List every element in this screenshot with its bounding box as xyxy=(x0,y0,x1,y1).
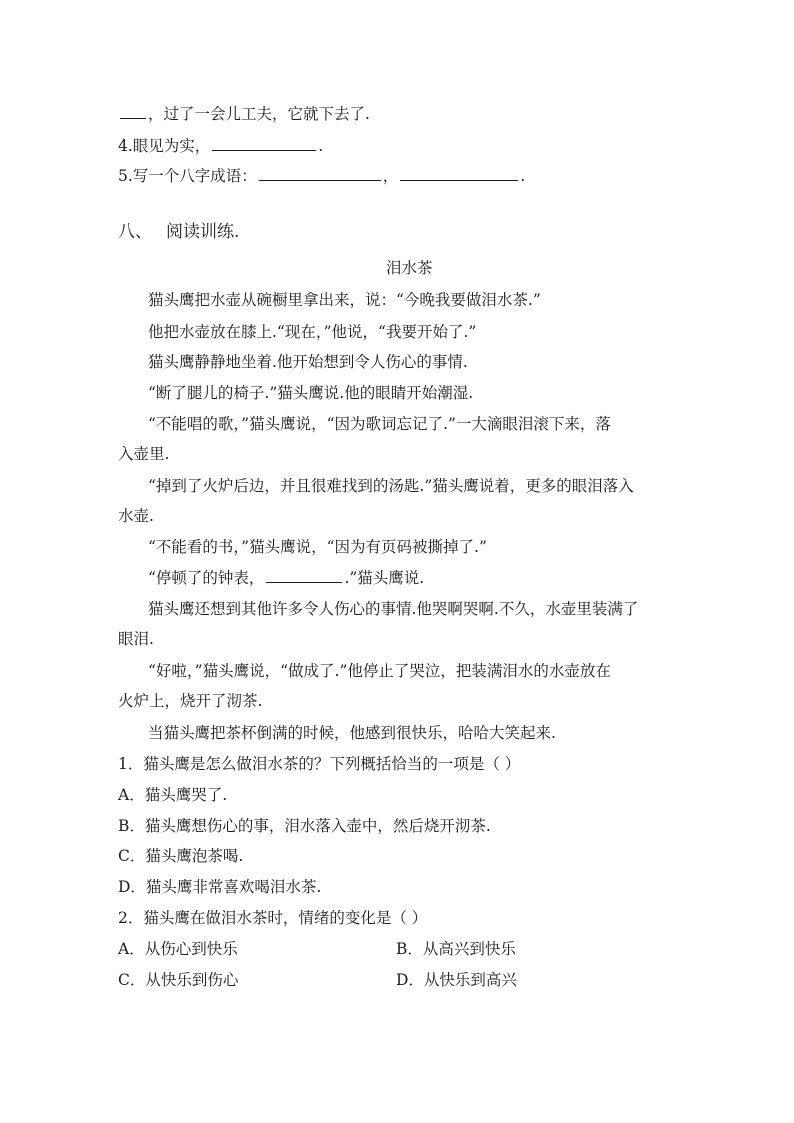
passage-paragraph: 他把水壶放在膝上.“现在，”他说，“我要开始了.” xyxy=(148,323,477,341)
item-4-suffix: . xyxy=(318,137,324,155)
fill-in-line-3 xyxy=(118,104,370,124)
passage-paragraph: 猫头鹰静静地坐着.他开始想到令人伤心的事情. xyxy=(148,353,468,371)
passage-paragraph: “不能看的书，”猫头鹰说，“因为有页码被撕掉了.” xyxy=(148,538,487,556)
item-5-separator: ， xyxy=(382,167,399,185)
section-title: 阅读训练. xyxy=(166,222,240,242)
passage-paragraph-cont: 眼泪. xyxy=(118,630,154,648)
q1-option-c[interactable]: C．猫头鹰泡茶喝. xyxy=(118,847,244,865)
q2-option-c[interactable]: C．从快乐到伤心 xyxy=(118,971,239,989)
passage-paragraph: 猫头鹰把水壶从碗橱里拿出来，说：“今晚我要做泪水茶.” xyxy=(148,291,541,309)
section-number: 八、 xyxy=(118,222,152,242)
p8-suffix: .”猫头鹰说. xyxy=(344,569,425,587)
answer-blank[interactable] xyxy=(266,568,342,583)
passage-paragraph: “好啦，”猫头鹰说，“做成了.”他停止了哭泣，把装满泪水的水壶放在 xyxy=(148,662,611,680)
q1-option-b[interactable]: B．猫头鹰想伤心的事，泪水落入壶中，然后烧开沏茶. xyxy=(118,817,491,835)
item-4-prefix: 4.眼见为实， xyxy=(118,137,211,155)
section-heading xyxy=(118,222,239,242)
passage-paragraph: 猫头鹰还想到其他许多令人伤心的事情.他哭啊哭啊.不久，水壶里装满了 xyxy=(148,600,639,618)
passage-paragraph-blank xyxy=(148,568,424,588)
question-1: 1．猫头鹰是怎么做泪水茶的？下列概括恰当的一项是（ ） xyxy=(118,755,521,773)
answer-blank[interactable] xyxy=(400,166,518,181)
fill-in-text: ，过了一会儿工夫，它就下去了. xyxy=(148,105,370,123)
answer-blank[interactable] xyxy=(120,104,146,119)
item-5-prefix: 5.写一个八字成语： xyxy=(118,167,257,185)
passage-paragraph: “断了腿儿的椅子.”猫头鹰说.他的眼睛开始潮湿. xyxy=(148,384,474,402)
q1-option-a[interactable]: A．猫头鹰哭了. xyxy=(118,786,228,804)
q2-option-b[interactable]: B．从高兴到快乐 xyxy=(396,940,516,958)
passage-paragraph: “掉到了火炉后边，并且很难找到的汤匙.”猫头鹰说着，更多的眼泪落入 xyxy=(148,477,634,495)
question-2: 2．猫头鹰在做泪水茶时，情绪的变化是（ ） xyxy=(118,909,428,927)
q2-option-a[interactable]: A．从伤心到快乐 xyxy=(118,940,238,958)
p8-prefix: “停顿了的钟表， xyxy=(148,569,265,587)
q2-option-d[interactable]: D．从快乐到高兴 xyxy=(396,971,517,989)
passage-title: 泪水茶 xyxy=(386,259,433,277)
answer-blank[interactable] xyxy=(259,166,381,181)
item-5-suffix: . xyxy=(520,167,526,185)
answer-blank[interactable] xyxy=(212,136,316,151)
passage-paragraph-cont: 火炉上，烧开了沏茶. xyxy=(118,692,263,710)
fill-in-item-4 xyxy=(118,136,323,156)
q1-option-d[interactable]: D．猫头鹰非常喜欢喝泪水茶. xyxy=(118,878,322,896)
passage-paragraph-cont: 水壶. xyxy=(118,507,154,525)
passage-paragraph: 当猫头鹰把茶杯倒满的时候，他感到很快乐，哈哈大笑起来. xyxy=(148,724,556,742)
fill-in-item-5 xyxy=(118,166,525,186)
passage-paragraph-cont: 入壶里. xyxy=(118,445,170,463)
passage-paragraph: “不能唱的歌，”猫头鹰说，“因为歌词忘记了.”一大滴眼泪滚下来，落 xyxy=(148,415,611,433)
